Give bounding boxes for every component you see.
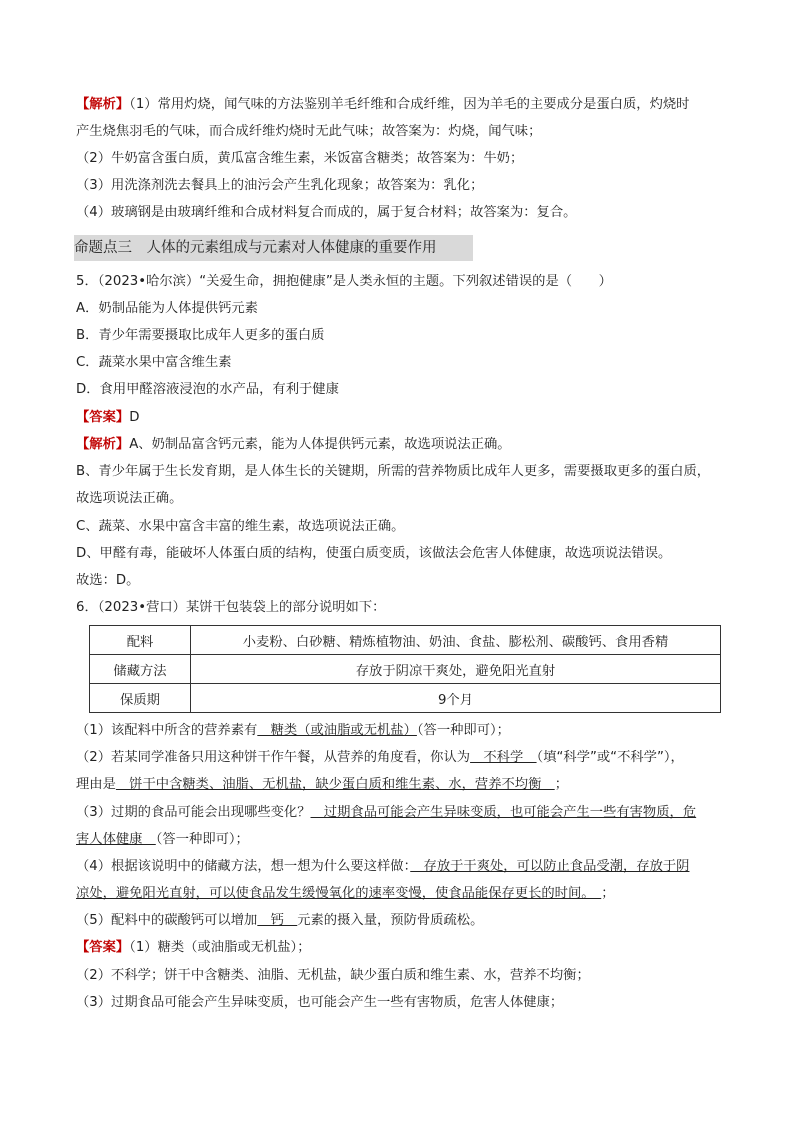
table-key: 配料 — [90, 626, 191, 655]
table-row — [90, 655, 721, 684]
q5-option-c: C．蔬菜水果中富含维生素 — [76, 355, 232, 370]
answer-tag: 【答案】 — [76, 410, 130, 425]
p1-line5: （4）玻璃钢是由玻璃纤维和合成材料复合而成的，属于复合材料；故答案为：复合。 — [76, 205, 577, 220]
q5-exp-line3: 故选项说法正确。 — [76, 491, 183, 506]
q6-answer-line1 — [76, 938, 311, 958]
p1-line4: （3）用洗涤剂洗去餐具上的油污会产生乳化现象；故答案为：乳化； — [76, 178, 484, 193]
text: （4）根据该说明中的储藏方法，想一想为什么要这样做： — [76, 859, 411, 874]
text: （2）若某同学准备只用这种饼干作午餐，从营养的角度看，你认为 — [76, 750, 471, 765]
answer-value: D — [129, 410, 140, 425]
q5-exp-line2: B、青少年属于生长发育期，是人体生长的关键期，所需的营养物质比成年人更多，需要摄取更多的蛋白质， — [76, 464, 711, 479]
q6-sub2-reason — [76, 775, 568, 795]
q5-exp-line4: C、蔬菜、水果中富含丰富的维生素，故选项说法正确。 — [76, 519, 405, 534]
p1-line2: 产生烧焦羽毛的气味，而合成纤维灼烧时无此气味；故答案为：灼烧，闻气味； — [76, 124, 542, 139]
q6-sub2 — [76, 748, 684, 768]
q6-sub3-cont — [76, 830, 249, 850]
table-key: 储藏方法 — [90, 655, 191, 684]
text: （5）配料中的碳酸钙可以增加 — [76, 913, 258, 928]
answer-blank: 害人体健康 — [76, 832, 156, 847]
text: A、奶制品富含钙元素，能为人体提供钙元素，故选项说法正确。 — [129, 437, 511, 452]
analysis-tag: 【解析】 — [76, 97, 130, 112]
table-row — [90, 684, 721, 713]
text: ； — [554, 777, 568, 792]
answer-blank: 钙 — [257, 913, 298, 928]
q5-answer — [76, 408, 139, 428]
answer-blank: 糖类（或油脂或无机盐） — [257, 723, 417, 738]
p1-line1 — [76, 95, 689, 115]
answer-blank: 过期食品可能会产生异味变质，也可能会产生一些有害物质，危 — [310, 805, 697, 820]
answer-blank: 饼干中含糖类、油脂、无机盐，缺少蛋白质和维生素、水，营养不均衡 — [115, 777, 555, 792]
ingredient-table — [89, 625, 721, 713]
answer-tag: 【答案】 — [76, 940, 130, 955]
table-value: 9个月 — [191, 684, 721, 713]
q6-answer-line2: （2）不科学；饼干中含糖类、油脂、无机盐，缺少蛋白质和维生素、水，营养不均衡； — [76, 968, 590, 983]
q6-stem: 6．（2023•营口）某饼干包装袋上的部分说明如下： — [76, 600, 386, 615]
table-row — [90, 626, 721, 655]
text: ； — [601, 886, 615, 901]
q6-sub5 — [76, 911, 483, 931]
section-heading: 命题点三 人体的元素组成与元素对人体健康的重要作用 — [74, 235, 473, 261]
q6-sub3 — [76, 803, 696, 823]
text: （答一种即可）； — [416, 723, 510, 738]
p1-line3: （2）牛奶富含蛋白质，黄瓜富含维生素，米饭富含糖类；故答案为：牛奶； — [76, 151, 524, 166]
q6-sub4 — [76, 857, 689, 877]
q5-option-b: B．青少年需要摄取比成年人更多的蛋白质 — [76, 328, 325, 343]
text: （3）过期的食品可能会出现哪些变化？ — [76, 805, 311, 820]
q5-exp-line6: 故选：D。 — [76, 573, 140, 588]
text: （答一种即可）； — [155, 832, 249, 847]
q5-option-a: A．奶制品能为人体提供钙元素 — [76, 301, 258, 316]
q5-stem: 5．（2023•哈尔滨）“关爱生命，拥抱健康”是人类永恒的主题。下列叙述错误的是（ ） — [76, 274, 612, 289]
text: （填“科学”或“不科学”）， — [536, 750, 684, 765]
q6-answer-line3: （3）过期食品可能会产生异味变质，也可能会产生一些有害物质，危害人体健康； — [76, 995, 564, 1010]
text: 元素的摄入量，预防骨质疏松。 — [297, 913, 484, 928]
answer-blank: 存放于干爽处，可以防止食品受潮，存放于阴 — [410, 859, 690, 874]
analysis-tag: 【解析】 — [76, 437, 130, 452]
text: （1）糖类（或油脂或无机盐）； — [129, 940, 311, 955]
q6-sub4-cont — [76, 884, 615, 904]
text: （1）常用灼烧，闻气味的方法鉴别羊毛纤维和合成纤维，因为羊毛的主要成分是蛋白质，灼烧时 — [129, 97, 690, 112]
text: （1）该配料中所含的营养素有 — [76, 723, 258, 738]
q5-option-d: D．食用甲醛溶液浸泡的水产品，有利于健康 — [76, 382, 339, 397]
table-value: 小麦粉、白砂糖、精炼植物油、奶油、食盐、膨松剂、碳酸钙、食用香精 — [191, 626, 721, 655]
table-value: 存放于阴凉干爽处，避免阳光直射 — [191, 655, 721, 684]
q5-exp-line5: D、甲醛有毒，能破坏人体蛋白质的结构，使蛋白质变质，该做法会危害人体健康，故选项说法错误。 — [76, 546, 672, 561]
text: 理由是 — [76, 777, 116, 792]
q5-exp-line1 — [76, 435, 511, 455]
answer-blank: 凉处，避免阳光直射，可以使食品发生缓慢氧化的速率变慢，使食品能保存更长的时间。 — [76, 886, 602, 901]
table-key: 保质期 — [90, 684, 191, 713]
answer-blank: 不科学 — [470, 750, 537, 765]
q6-sub1 — [76, 721, 510, 741]
